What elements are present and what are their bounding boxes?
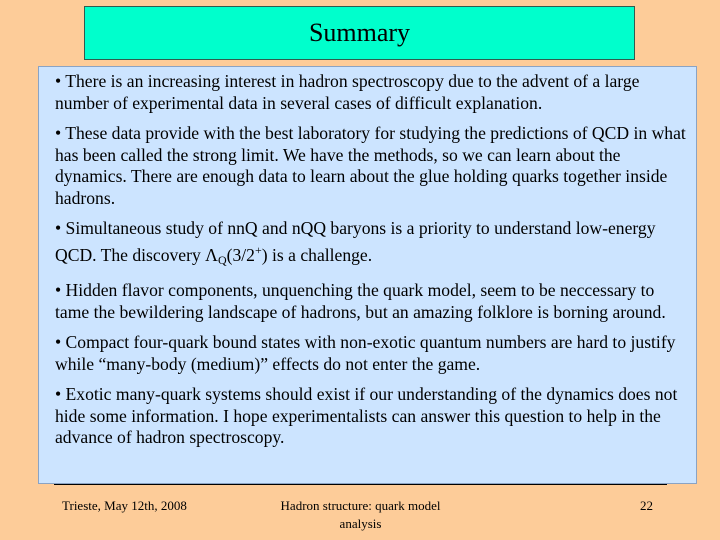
bullet-3 — [55, 218, 688, 271]
bullet-6: • Exotic many-quark systems should exist if our understanding of the dynamics does not hide some information. I hope experimentalists can answer this question to help in the advance of hadron spectroscopy. — [55, 384, 678, 447]
bullet-3-subscript: Q — [217, 252, 227, 267]
bullet-4: • Hidden flavor components, unquenching the quark model, seem to be neccessary to tame the bewildering landscape of hadrons, but an amazing folklore is borning around. — [55, 280, 666, 322]
slide-title — [84, 6, 635, 60]
bullet-1: • There is an increasing interest in hadron spectroscopy due to the advent of a large number of experimental data in several cases of difficult explanation. — [55, 71, 640, 113]
summary-content — [38, 66, 697, 484]
footer-date: Trieste, May 12th, 2008 — [62, 498, 187, 513]
footer-talk-title: Hadron structure: quark model analysis — [280, 498, 441, 531]
bullet-3-text-after: ) is a challenge. — [261, 244, 373, 265]
bullet-2: • These data provide with the best laboratory for studying the predictions of QCD in what has been called the strong limit. We have the methods, so we can learn about the dynamics. There are enough data to learn about the glue holding quarks together inside hadrons. — [55, 123, 686, 208]
footer-divider — [54, 484, 667, 485]
bullet-5: • Compact four-quark bound states with non-exotic quantum numbers are hard to justify while “many-body (medium)” effects do not enter the game. — [55, 332, 676, 374]
bullet-3-text-before: • Simultaneous study of nnQ and nQQ baryons is a priority to understand low-energy QCD. The discovery Λ — [55, 218, 656, 265]
bullet-3-text-mid: (3/2 — [226, 244, 255, 265]
bullet-3-superscript: + — [254, 242, 262, 257]
title-text: Summary — [308, 18, 411, 47]
footer-page-number: 22 — [640, 498, 653, 513]
